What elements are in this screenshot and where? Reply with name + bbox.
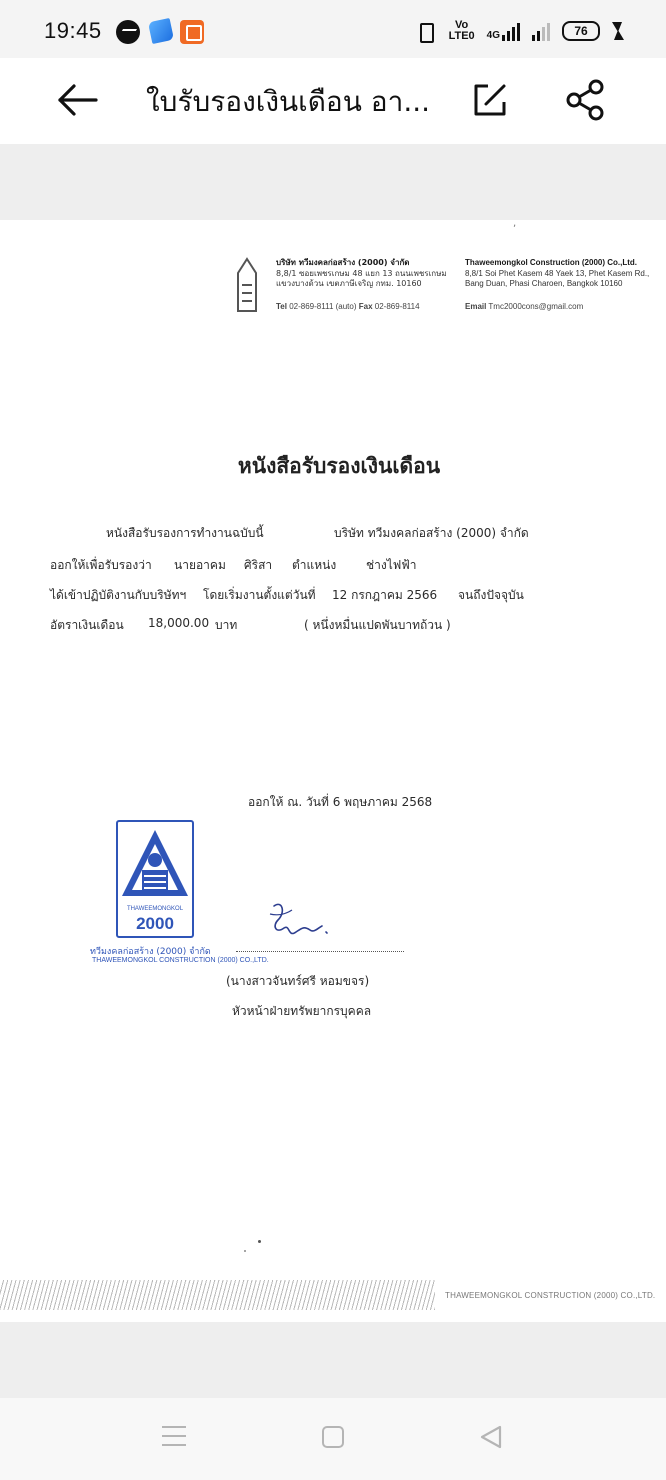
salary-label: อัตราเงินเดือน xyxy=(50,618,124,632)
status-bar xyxy=(0,0,666,58)
letterhead-en-addr2: Bang Duan, Phasi Charoen, Bangkok 10160 xyxy=(465,279,623,288)
signal-weak-icon xyxy=(532,21,550,41)
letterhead-en-addr1: 8,8/1 Soi Phet Kasem 48 Yaek 13, Phet Kasem Rd., xyxy=(465,268,650,278)
body-position-label: ตำแหน่ง xyxy=(292,558,337,572)
stamp-company-english: THAWEEMONGKOL CONSTRUCTION (2000) CO.,LTD. xyxy=(92,957,269,964)
signal-4g-icon xyxy=(502,21,520,41)
email-label: Email xyxy=(465,302,487,311)
scan-speck xyxy=(258,1240,261,1243)
salary-amount: 18,000.00 xyxy=(148,616,210,630)
letterhead-en-name: Thaweemongkol Construction (2000) Co.,Ltd. xyxy=(465,258,638,267)
employee-position: ช่างไฟฟ้า xyxy=(366,558,417,572)
app-bar xyxy=(0,58,666,144)
vibrate-icon xyxy=(413,21,437,41)
letterhead-th-addr1: 8,8/1 ซอยเพชรเกษม 48 แยก 13 ถนนเพชรเกษม xyxy=(276,268,447,278)
home-icon[interactable] xyxy=(322,1426,344,1448)
body-line3-a: ได้เข้าปฏิบัติงานกับบริษัทฯ xyxy=(50,588,187,602)
scan-mark: , xyxy=(513,220,517,229)
employee-first-name: นายอาคม xyxy=(174,558,226,572)
body-line3-b: โดยเริ่มงานตั้งแต่วันที่ xyxy=(203,588,316,602)
signer-position: หัวหน้าฝ่ายทรัพยากรบุคคล xyxy=(232,1004,372,1018)
share-icon xyxy=(562,78,608,122)
fax-label: Fax xyxy=(358,302,373,311)
seal-text-top: THAWEEMONGKOL xyxy=(126,906,184,912)
letterhead-thai xyxy=(276,258,447,290)
back-button[interactable] xyxy=(54,80,102,120)
edit-button[interactable] xyxy=(470,80,510,120)
battery-level: 76 xyxy=(574,24,588,38)
volte-top: Vo xyxy=(454,19,469,31)
letterhead-th-addr2: แขวงบางด้วน เขตภาษีเจริญ กทม. 10160 xyxy=(276,279,422,288)
start-date: 12 กรกฎาคม 2566 xyxy=(332,588,438,602)
battery-icon xyxy=(562,21,600,41)
salary-currency: บาท xyxy=(215,618,238,632)
footer-company-name: THAWEEMONGKOL CONSTRUCTION (2000) CO.,LTD. xyxy=(445,1291,656,1300)
letterhead-email xyxy=(465,302,583,311)
status-time: 19:45 xyxy=(44,18,102,43)
signature-mark xyxy=(264,898,344,946)
footer-hatch-pattern xyxy=(0,1280,435,1310)
scan-speck xyxy=(244,1250,246,1252)
document-title: ใบรับรองเงินเดือน อา... xyxy=(146,85,431,118)
seal-text-number: 2000 xyxy=(136,914,174,933)
stamp-company-thai: ทวีมงคลก่อสร้าง (2000) จำกัด xyxy=(90,947,211,957)
company-logo-icon xyxy=(236,257,258,313)
signer-name: (นางสาวจันทร์ศรี หอมขจร) xyxy=(226,974,370,988)
blue-app-icon xyxy=(148,18,174,44)
status-right-cluster xyxy=(413,20,622,42)
messenger-icon xyxy=(116,20,140,44)
volte-bottom: LTE0 xyxy=(448,30,475,42)
system-nav-bar xyxy=(0,1398,666,1480)
orange-app-icon xyxy=(180,20,204,44)
body-line1-a: หนังสือรับรองการทำงานฉบับนี้ xyxy=(106,526,264,540)
fax-value: 02-869-8114 xyxy=(374,302,420,311)
share-button[interactable] xyxy=(562,78,608,122)
issue-date: ออกให้ ณ. วันที่ 6 พฤษภาคม 2568 xyxy=(248,795,433,809)
body-line1-b: บริษัท ทวีมงคลก่อสร้าง (2000) จำกัด xyxy=(334,526,529,540)
email-value: Tmc2000cons@gmail.com xyxy=(488,302,584,311)
viewer-bottom-padding xyxy=(0,1322,666,1398)
body-line3-d: จนถึงปัจจุบัน xyxy=(458,588,524,602)
letterhead-english xyxy=(465,258,649,290)
back-triangle-icon[interactable] xyxy=(478,1424,504,1450)
volte-icon xyxy=(449,20,475,42)
letterhead-phone xyxy=(276,302,420,311)
edit-icon xyxy=(470,80,510,120)
viewer-top-padding xyxy=(0,144,666,220)
signature-line xyxy=(236,951,404,952)
signal-4g-group xyxy=(487,21,520,41)
document-page[interactable] xyxy=(0,220,666,1322)
back-arrow-icon xyxy=(54,80,102,120)
recent-apps-icon[interactable] xyxy=(162,1426,186,1450)
tel-value: 02-869-8111 (auto) xyxy=(289,302,357,311)
employee-last-name: ศิริสา xyxy=(244,558,273,572)
network-type: 4G xyxy=(486,30,500,41)
letterhead-th-name: บริษัท ทวีมงคลก่อสร้าง (2000) จำกัด xyxy=(276,258,410,267)
seal-house-icon xyxy=(118,826,192,910)
salary-in-words: ( หนึ่งหมื่นแปดพันบาทถ้วน ) xyxy=(304,618,451,632)
charging-bolt-icon xyxy=(612,22,622,40)
company-seal xyxy=(116,820,194,938)
body-line2-a: ออกให้เพื่อรับรองว่า xyxy=(50,558,152,572)
tel-label: Tel xyxy=(276,302,287,311)
certificate-title: หนังสือรับรองเงินเดือน xyxy=(237,454,441,478)
